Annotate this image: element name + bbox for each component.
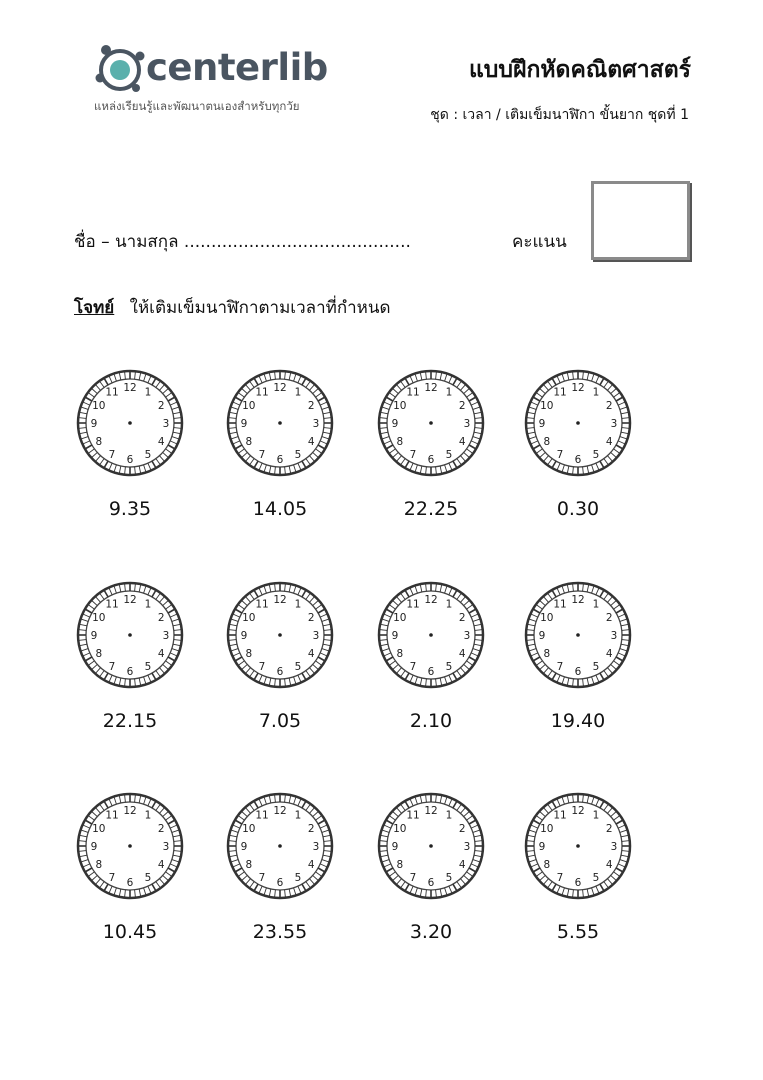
clock-face[interactable] (75, 580, 185, 690)
time-label: 10.45 (102, 921, 158, 943)
clock-numeral: 1 (144, 598, 152, 611)
clock-numeral: 8 (95, 647, 103, 660)
clock-numeral: 12 (273, 804, 287, 817)
clock-numeral: 11 (406, 809, 420, 822)
clock-numeral: 12 (571, 804, 585, 817)
time-label: 0.30 (556, 498, 600, 520)
clock-icon (376, 368, 486, 478)
name-field: ชื่อ – นามสกุล .......................................... (74, 232, 411, 252)
clock-icon (75, 791, 185, 901)
clock-numeral: 3 (312, 840, 320, 853)
clock-numeral: 10 (92, 399, 106, 412)
time-label: 22.25 (403, 498, 459, 520)
instruction-label: โจทย์ (74, 298, 115, 318)
clock-numeral: 12 (273, 381, 287, 394)
clock-face[interactable] (225, 580, 335, 690)
clock-numeral: 4 (605, 435, 613, 448)
clock-numeral: 6 (427, 876, 435, 889)
clock-numeral: 8 (245, 858, 253, 871)
clock-numeral: 1 (592, 809, 600, 822)
clock-numeral: 10 (242, 399, 256, 412)
clock-numeral: 1 (592, 386, 600, 399)
clock-numeral: 8 (396, 647, 404, 660)
clock-numeral: 12 (273, 593, 287, 606)
clock-numeral: 11 (255, 386, 269, 399)
time-label: 14.05 (252, 498, 308, 520)
clock-numeral: 7 (556, 871, 564, 884)
clock-numeral: 11 (553, 809, 567, 822)
clock-face[interactable] (225, 791, 335, 901)
instruction-text: ให้เติมเข็มนาฬิกาตามเวลาที่กำหนด (129, 298, 391, 318)
clock-numeral: 8 (543, 435, 551, 448)
clock-numeral: 5 (592, 448, 600, 461)
clock-numeral: 4 (458, 647, 466, 660)
clock-icon (523, 791, 633, 901)
clock-numeral: 1 (144, 809, 152, 822)
clock-face[interactable] (523, 791, 633, 901)
clock-numeral: 4 (605, 647, 613, 660)
clock-numeral: 8 (95, 858, 103, 871)
clock-numeral: 6 (574, 665, 582, 678)
clock-numeral: 9 (391, 840, 399, 853)
clock-numeral: 8 (543, 647, 551, 660)
logo-mark-icon (92, 42, 148, 98)
clock-numeral: 3 (610, 417, 618, 430)
clock-icon (225, 368, 335, 478)
clock-numeral: 12 (424, 804, 438, 817)
clock-face[interactable] (376, 580, 486, 690)
clock-numeral: 7 (409, 871, 417, 884)
clock-numeral: 1 (294, 598, 302, 611)
clock-numeral: 4 (458, 435, 466, 448)
clock-numeral: 6 (126, 665, 134, 678)
clock-numeral: 7 (556, 660, 564, 673)
clock-numeral: 5 (445, 448, 453, 461)
clock-numeral: 4 (157, 435, 165, 448)
clock-numeral: 3 (610, 629, 618, 642)
clock-numeral: 4 (307, 647, 315, 660)
clock-numeral: 10 (540, 611, 554, 624)
clock-icon (75, 368, 185, 478)
clock-numeral: 4 (307, 858, 315, 871)
clock-numeral: 1 (144, 386, 152, 399)
clock-numeral: 11 (105, 598, 119, 611)
clock-numeral: 12 (571, 593, 585, 606)
clock-numeral: 2 (605, 822, 613, 835)
clock-numeral: 10 (540, 399, 554, 412)
clock-numeral: 11 (105, 386, 119, 399)
clock-numeral: 5 (144, 660, 152, 673)
clock-numeral: 2 (157, 822, 165, 835)
clock-numeral: 9 (240, 629, 248, 642)
clock-numeral: 6 (126, 453, 134, 466)
clock-numeral: 1 (592, 598, 600, 611)
clock-face[interactable] (376, 791, 486, 901)
clock-numeral: 6 (276, 453, 284, 466)
clock-numeral: 3 (312, 629, 320, 642)
clock-numeral: 2 (605, 611, 613, 624)
clock-numeral: 7 (258, 448, 266, 461)
clock-numeral: 2 (307, 822, 315, 835)
clock-numeral: 11 (406, 598, 420, 611)
clock-numeral: 7 (409, 448, 417, 461)
clock-numeral: 2 (458, 399, 466, 412)
clock-numeral: 10 (393, 611, 407, 624)
time-label: 7.05 (258, 710, 302, 732)
clock-numeral: 10 (242, 822, 256, 835)
clock-numeral: 1 (294, 809, 302, 822)
clock-numeral: 7 (258, 871, 266, 884)
time-label: 22.15 (102, 710, 158, 732)
clock-icon (225, 580, 335, 690)
clock-numeral: 3 (162, 629, 170, 642)
clock-numeral: 9 (538, 417, 546, 430)
clock-numeral: 4 (458, 858, 466, 871)
clock-numeral: 9 (391, 417, 399, 430)
clock-numeral: 10 (393, 822, 407, 835)
clock-numeral: 6 (574, 453, 582, 466)
clock-icon (376, 580, 486, 690)
clock-numeral: 4 (157, 647, 165, 660)
clock-numeral: 6 (427, 453, 435, 466)
clock-numeral: 5 (294, 660, 302, 673)
time-label: 23.55 (252, 921, 308, 943)
clock-numeral: 11 (255, 598, 269, 611)
clock-numeral: 7 (108, 871, 116, 884)
clock-numeral: 2 (307, 611, 315, 624)
time-label: 5.55 (556, 921, 600, 943)
clock-numeral: 5 (445, 871, 453, 884)
clock-numeral: 7 (409, 660, 417, 673)
clock-numeral: 11 (105, 809, 119, 822)
document-title: แบบฝึกหัดคณิตศาสตร์ (468, 57, 691, 83)
clock-numeral: 6 (276, 876, 284, 889)
clock-numeral: 11 (406, 386, 420, 399)
clock-numeral: 10 (92, 822, 106, 835)
clock-numeral: 11 (553, 386, 567, 399)
clock-icon (523, 368, 633, 478)
clock-numeral: 5 (592, 871, 600, 884)
clock-numeral: 1 (445, 386, 453, 399)
score-box (591, 181, 690, 260)
clock-numeral: 12 (123, 804, 137, 817)
logo (92, 42, 352, 116)
clock-numeral: 3 (162, 840, 170, 853)
clock-numeral: 8 (396, 435, 404, 448)
clock-numeral: 6 (427, 665, 435, 678)
clock-numeral: 6 (126, 876, 134, 889)
clock-face[interactable] (75, 791, 185, 901)
clock-numeral: 4 (605, 858, 613, 871)
clock-numeral: 12 (123, 593, 137, 606)
clock-numeral: 1 (294, 386, 302, 399)
clock-face[interactable] (376, 368, 486, 478)
clock-numeral: 9 (90, 629, 98, 642)
clock-numeral: 12 (123, 381, 137, 394)
clock-icon (523, 580, 633, 690)
clock-numeral: 2 (458, 822, 466, 835)
clock-numeral: 11 (255, 809, 269, 822)
clock-numeral: 8 (245, 435, 253, 448)
clock-numeral: 2 (157, 399, 165, 412)
clock-numeral: 7 (556, 448, 564, 461)
logo-tagline: แหล่งเรียนรู้และพัฒนาตนเองสำหรับทุกวัย (94, 99, 300, 113)
logo-text: centerlib (146, 46, 328, 89)
clock-numeral: 3 (610, 840, 618, 853)
time-label: 9.35 (108, 498, 152, 520)
clock-numeral: 2 (458, 611, 466, 624)
clock-numeral: 1 (445, 809, 453, 822)
clock-icon (225, 791, 335, 901)
clock-numeral: 12 (571, 381, 585, 394)
clock-numeral: 3 (463, 840, 471, 853)
clock-numeral: 7 (108, 448, 116, 461)
document-subtitle: ชุด : เวลา / เติมเข็มนาฬิกา ขั้นยาก ชุดที่ 1 (430, 107, 689, 123)
clock-numeral: 9 (538, 840, 546, 853)
clock-numeral: 9 (90, 417, 98, 430)
clock-numeral: 9 (240, 840, 248, 853)
clock-face[interactable] (75, 368, 185, 478)
clock-numeral: 5 (592, 660, 600, 673)
clock-numeral: 5 (144, 448, 152, 461)
clock-numeral: 8 (543, 858, 551, 871)
clock-numeral: 9 (391, 629, 399, 642)
clock-numeral: 7 (258, 660, 266, 673)
clock-numeral: 4 (157, 858, 165, 871)
clock-numeral: 8 (245, 647, 253, 660)
clock-face[interactable] (523, 368, 633, 478)
clock-numeral: 11 (553, 598, 567, 611)
clock-numeral: 8 (95, 435, 103, 448)
clock-numeral: 3 (162, 417, 170, 430)
clock-numeral: 3 (312, 417, 320, 430)
clock-numeral: 6 (276, 665, 284, 678)
clock-face[interactable] (225, 368, 335, 478)
clock-numeral: 1 (445, 598, 453, 611)
clock-numeral: 10 (540, 822, 554, 835)
score-label: คะแนน (512, 232, 567, 252)
instruction (74, 294, 391, 321)
clock-numeral: 12 (424, 593, 438, 606)
clock-numeral: 2 (157, 611, 165, 624)
time-label: 3.20 (409, 921, 453, 943)
clock-numeral: 12 (424, 381, 438, 394)
clock-numeral: 5 (144, 871, 152, 884)
clock-numeral: 10 (242, 611, 256, 624)
clock-numeral: 2 (307, 399, 315, 412)
time-label: 19.40 (550, 710, 606, 732)
clock-numeral: 5 (294, 871, 302, 884)
clock-numeral: 9 (240, 417, 248, 430)
clock-icon (75, 580, 185, 690)
clock-numeral: 6 (574, 876, 582, 889)
clock-numeral: 9 (538, 629, 546, 642)
clock-numeral: 5 (294, 448, 302, 461)
clock-icon (376, 791, 486, 901)
clock-numeral: 3 (463, 417, 471, 430)
clock-numeral: 2 (605, 399, 613, 412)
clock-numeral: 3 (463, 629, 471, 642)
clock-numeral: 10 (92, 611, 106, 624)
clock-face[interactable] (523, 580, 633, 690)
clock-numeral: 10 (393, 399, 407, 412)
time-label: 2.10 (409, 710, 453, 732)
clock-numeral: 9 (90, 840, 98, 853)
clock-numeral: 5 (445, 660, 453, 673)
clock-numeral: 8 (396, 858, 404, 871)
clock-numeral: 4 (307, 435, 315, 448)
clock-numeral: 7 (108, 660, 116, 673)
